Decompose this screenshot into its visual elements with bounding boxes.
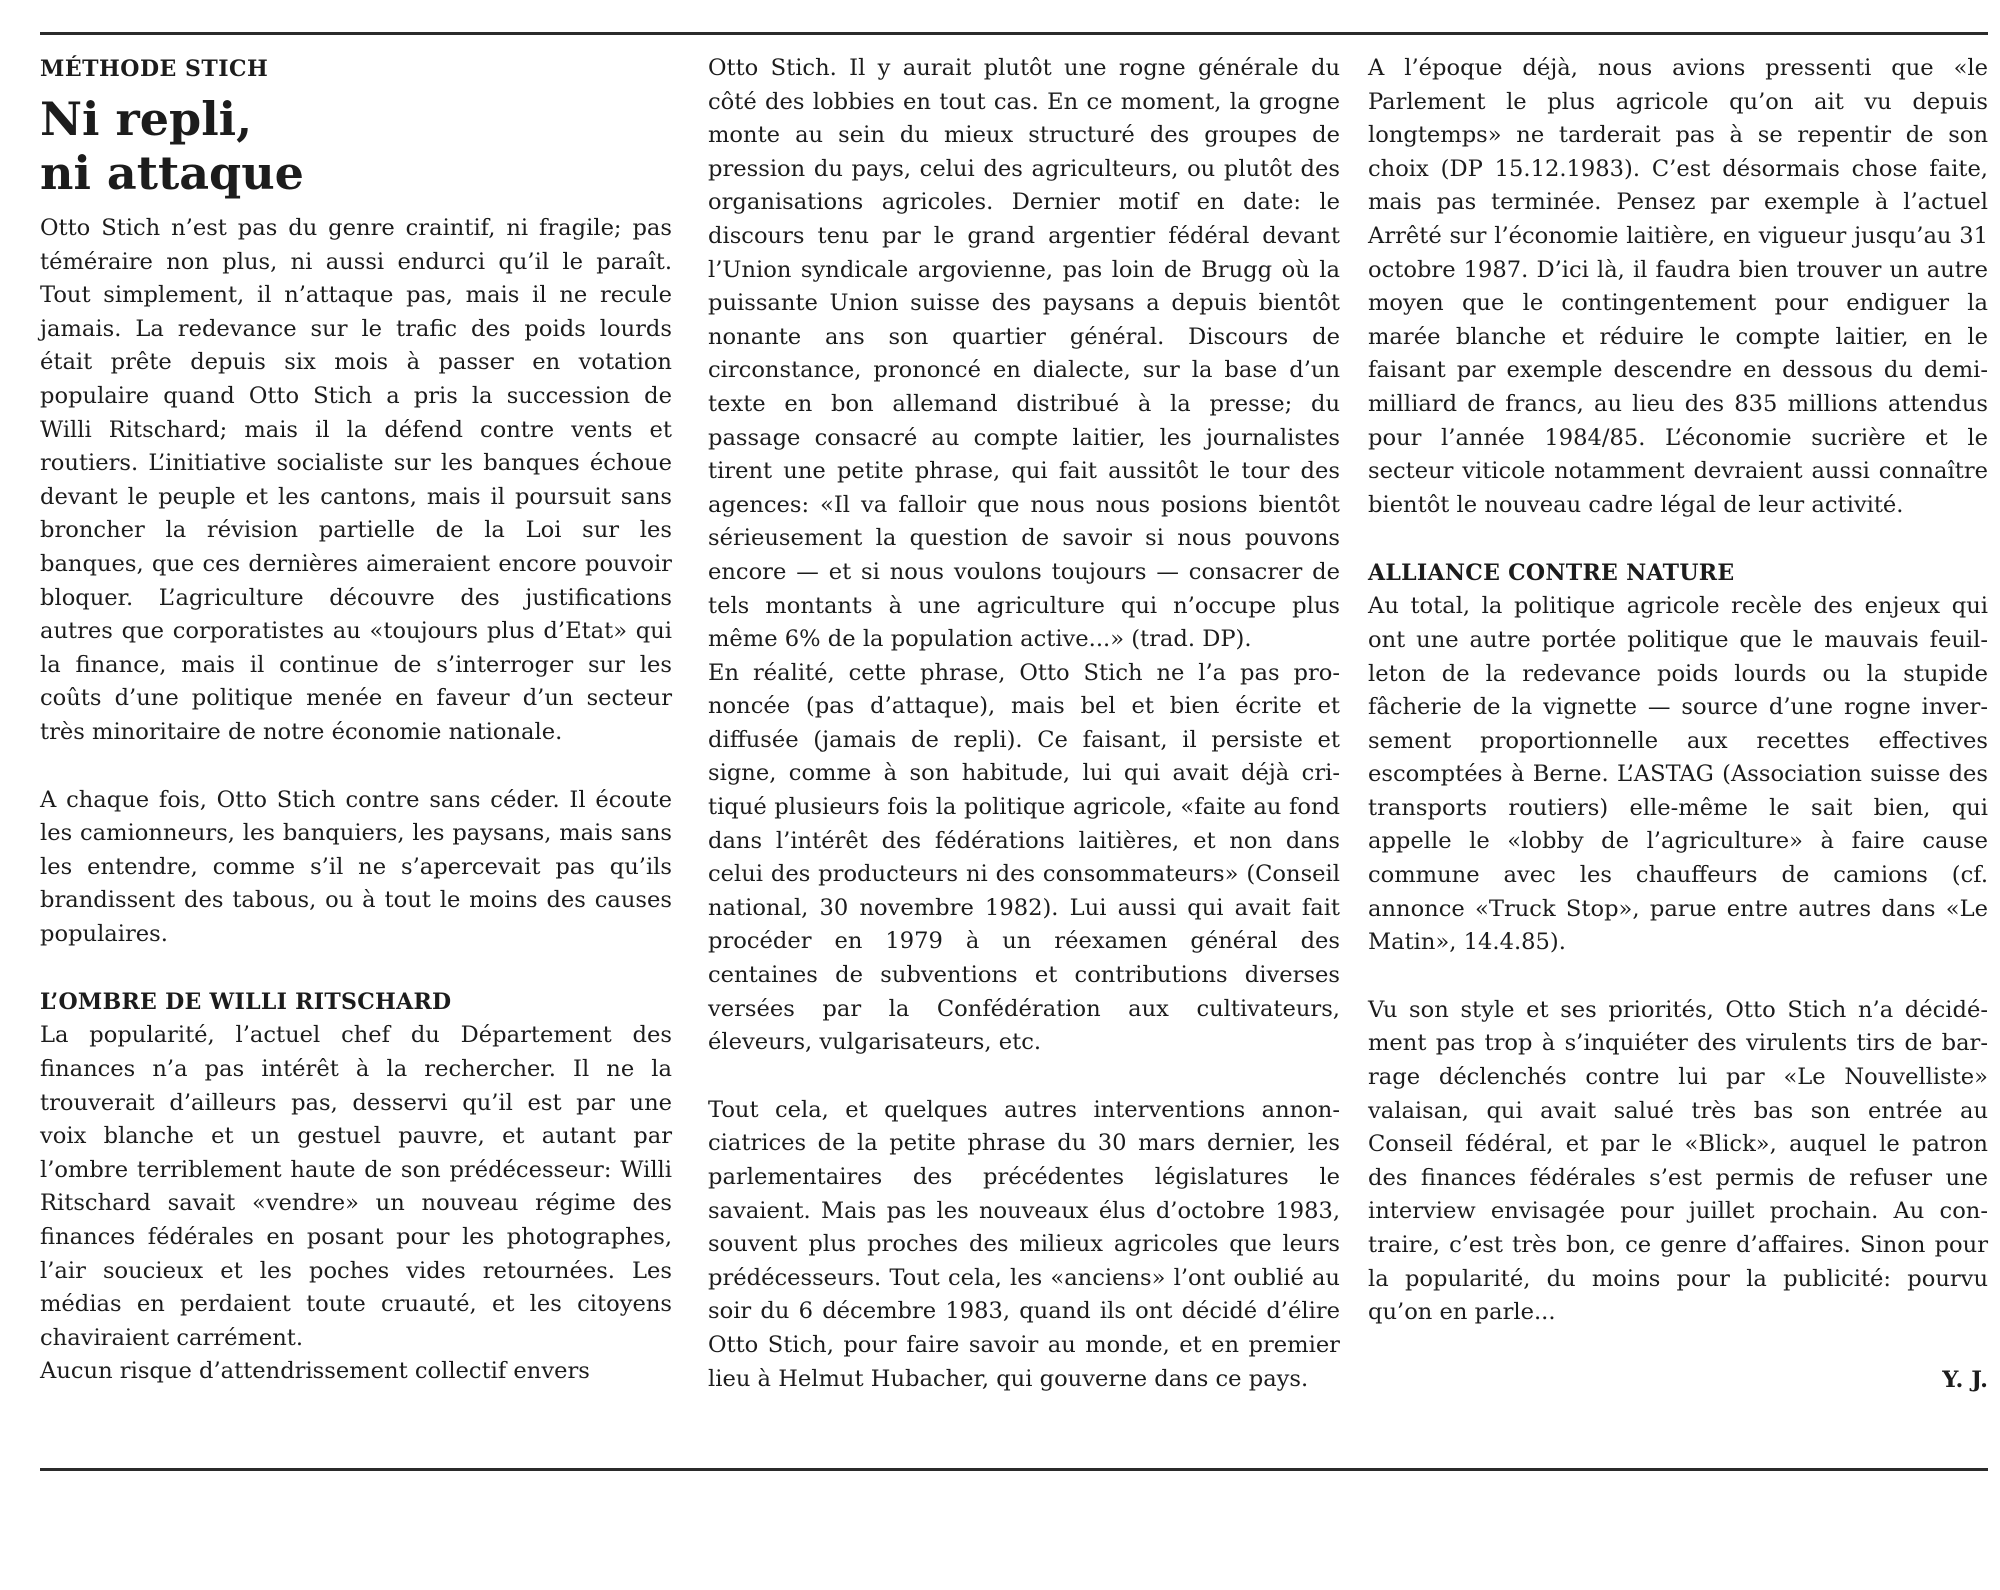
paragraph: Aucun risque d’attendrissement collectif envers xyxy=(40,1358,590,1385)
paragraph: En réalité, cette phrase, Otto Stich ne l’a pas prononcée (pas d’attaque), mais bel et bien écrite et diffusée (jamais de repli). Ce faisant, il persiste et signe, comme à son habitude, lui qui avait déjà critiqué plusieurs fois la politique agricole, «faite au fond dans l’intérêt des fédérations laitières, et non dans celui des producteurs ni des consommateurs» (Conseil national, 30 novembre 1982). Lui aussi qui avait fait procéder en 1979 à un réexamen général des centaines de subventions et contributions diverses versées par la Confédération aux cultivateurs, éleveurs, vulgarisateurs, etc. xyxy=(708,659,1340,1056)
column-1 xyxy=(40,52,672,1389)
column-2 xyxy=(708,52,1340,1396)
top-rule xyxy=(40,32,1988,35)
headline-line-1: Ni repli, xyxy=(40,92,253,146)
paragraph: Otto Stich. Il y aurait plutôt une rogne générale du côté des lobbies en tout cas. En ce moment, la grogne monte au sein du mieux structuré des groupes de pression du pays, celui des agriculteurs, ou plutôt des organisations agricoles. Dernier motif en date: le discours tenu par le grand argentier fédéral devant l’Union syndicale argovienne, pas loin de Brugg où la puissante Union suisse des paysans a depuis bientôt nonante ans son quartier général. Discours de circonstance, prononcé en dialecte, sur la base d’un texte en bon allemand distribué à la presse; du passage consacré au compte laitier, les journalistes tirent une petite phrase, qui fait aussitôt le tour des agences: «Il va falloir que nous nous posions bientôt sérieusement la question de savoir si nous pouvons encore — et si nous voulons toujours — consacrer de tels montants à une agriculture qui n’occupe plus même 6% de la population active...» (trad. DP). xyxy=(708,55,1340,653)
author-signature: Y. J. xyxy=(1942,1366,1988,1393)
paragraph: Tout cela, et quelques autres interventions annonciatrices de la petite phrase du 30 mars dernier, les parlementaires des précédentes législatures le savaient. Mais pas les nouveaux élus d’octobre 1983, souvent plus proches des milieux agricoles que leurs prédécesseurs. Tout cela, les «anciens» l’ont oublié au soir du 6 décembre 1983, quand ils ont décidé d’élire Otto Stich, pour faire savoir au monde, et en premier lieu à Helmut Hubacher, qui gouverne dans ce pays. xyxy=(708,1096,1340,1392)
paragraph: Otto Stich n’est pas du genre craintif, ni fragile; pas téméraire non plus, ni aussi endurci qu’il le paraît. Tout simplement, il n’attaque pas, mais il ne recule jamais. La redevance sur le trafic des poids lourds était prête depuis six mois à passer en votation populaire quand Otto Stich a pris la succession de Willi Ritschard; mais il la défend contre vents et routiers. L’initiative socialiste sur les banques échoue devant le peuple et les cantons, mais il poursuit sans broncher la révision partielle de la Loi sur les banques, que ces dernières aimeraient encore pouvoir bloquer. L’agriculture découvre des justifications autres que corporatistes au «toujours plus d’Etat» qui la finance, mais il continue de s’interroger sur les coûts d’une politique menée en faveur d’un secteur très minoritaire de notre économie nationale. xyxy=(40,215,672,745)
section-subhead: ALLIANCE CONTRE NATURE xyxy=(1368,560,1735,587)
paragraph: A chaque fois, Otto Stich contre sans céder. Il écoute les camionneurs, les banquiers, les paysans, mais sans les entendre, comme s’il ne s’apercevait pas qu’ils brandissent des tabous, ou à tout le moins des causes populaires. xyxy=(40,786,672,947)
article-headline xyxy=(40,92,672,200)
column-3 xyxy=(1368,52,1988,1397)
paragraph: Vu son style et ses priorités, Otto Stich n’a décidément pas trop à s’inquiéter des virulents tirs de barrage déclenchés contre lui par «Le Nouvelliste» valaisan, qui avait salué très bas son entrée au Conseil fédéral, et par le «Blick», auquel le patron des finances fédérales s’est permis de refuser une interview envisagée pour juillet prochain. Au contraire, c’est très bon, ce genre d’affaires. Sinon pour la popularité, du moins pour la publicité: pourvu qu’on en parle... xyxy=(1368,996,1988,1326)
paragraph: Au total, la politique agricole recèle des enjeux qui ont une autre portée politique que le mauvais feuilleton de la redevance poids lourds ou la stupide fâcherie de la vignette — source d’une rogne inversement proportionnelle aux recettes effectives escomptées à Berne. L’ASTAG (Association suisse des transports routiers) elle-même le sait bien, qui appelle le «lobby de l’agriculture» à faire cause commune avec les chauffeurs de camions (cf. annonce «Truck Stop», parue entre autres dans «Le Matin», 14.4.85). xyxy=(1368,593,1988,956)
bottom-rule xyxy=(40,1468,1988,1471)
paragraph: La popularité, l’actuel chef du Département des finances n’a pas intérêt à la rechercher. Il ne la trouverait d’ailleurs pas, desservi qu’il est par une voix blanche et un gestuel pauvre, et autant par l’ombre terriblement haute de son prédécesseur: Willi Ritschard savait «vendre» un nouveau régime des finances fédérales en posant pour les photographes, l’air soucieux et les poches vides retournées. Les médias en perdaient toute cruauté, et les citoyens chaviraient carrément. xyxy=(40,1022,672,1351)
paragraph: A l’époque déjà, nous avions pressenti que «le Parlement le plus agricole qu’on ait vu depuis longtemps» ne tarderait pas à se repentir de son choix (DP 15.12.1983). C’est désormais chose faite, mais pas terminée. Pensez par exemple à l’actuel Arrêté sur l’économie laitière, en vigueur jusqu’au 31 octobre 1987. D’ici là, il faudra bien trouver un autre moyen que le contingentement pour endiguer la marée blanche et réduire le compte laitier, en le faisant par exemple descendre en dessous du demi-milliard de francs, au lieu des 835 millions attendus pour l’année 1984/85. L’économie sucrière et le secteur viticole notamment devraient aussi connaître bientôt le nouveau cadre légal de leur activité. xyxy=(1368,55,1988,518)
article-kicker: MÉTHODE STICH xyxy=(40,56,269,82)
headline-line-2: ni attaque xyxy=(40,146,304,200)
section-subhead: L’OMBRE DE WILLI RITSCHARD xyxy=(40,989,452,1016)
